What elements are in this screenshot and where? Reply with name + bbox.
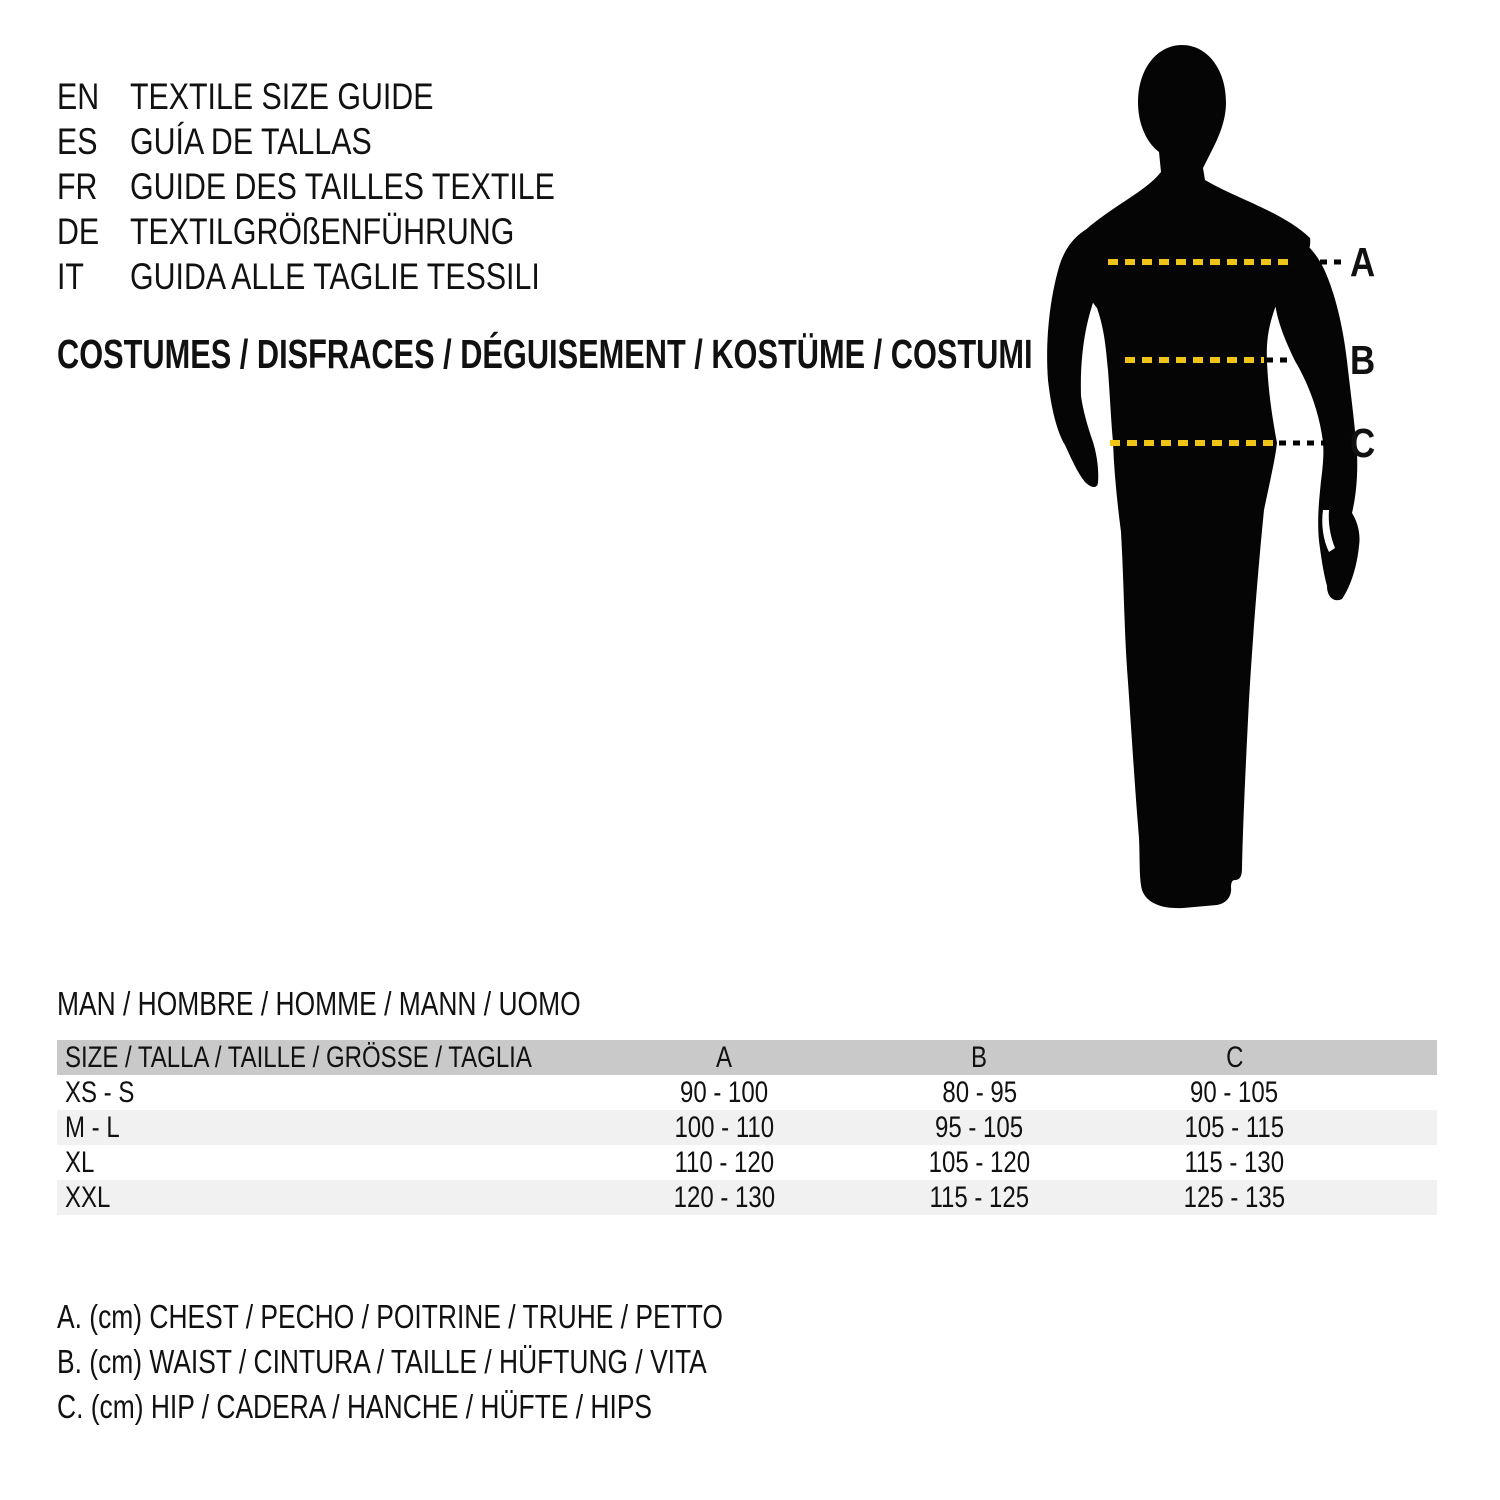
language-code: DE [57,210,100,252]
value-text: 110 - 120 [674,1145,775,1179]
language-row [57,254,648,299]
legend-chest-text: A. (cm) CHEST / PECHO / POITRINE / TRUHE / PETTO [57,1297,723,1335]
size-cell-text: XXL [65,1180,111,1214]
legend-waist-text: B. (cm) WAIST / CINTURA / TAILLE / HÜFTUNG / VITA [57,1342,707,1380]
value-text: 115 - 125 [929,1180,1030,1214]
value-text: 105 - 115 [1184,1110,1285,1144]
size-cell [57,1075,597,1110]
language-title: GUÍA DE TALLAS [130,120,372,162]
row-spacer-cell [1362,1180,1437,1215]
row-spacer-cell [1362,1075,1437,1110]
size-row-xl [57,1145,1437,1180]
language-title: TEXTILGRÖßENFÜHRUNG [130,210,515,252]
value-text: 105 - 120 [928,1145,1031,1179]
legend-hip [57,1384,889,1429]
size-cell [57,1110,597,1145]
category-title-text: COSTUMES / DISFRACES / DÉGUISEMENT / KOSTÜME / COSTUMI [57,331,1033,377]
measurement-legend [57,1294,889,1429]
value-cell-a [597,1075,852,1110]
marker-a-label [1350,240,1380,284]
silhouette-torso [1075,45,1310,908]
value-text: 90 - 100 [680,1075,769,1109]
silhouette-left-arm [1047,224,1107,487]
size-cell-text: XS - S [65,1075,135,1109]
column-c-text: C [1225,1040,1244,1074]
language-title: GUIDA ALLE TAGLIE TESSILI [130,255,540,297]
language-code: EN [57,75,100,117]
row-spacer-cell [1362,1145,1437,1180]
value-cell-b [852,1180,1107,1215]
value-text: 115 - 130 [1184,1145,1285,1179]
legend-hip-text: C. (cm) HIP / CADERA / HANCHE / HÜFTE / HIPS [57,1387,653,1425]
header-spacer-cell [1362,1040,1437,1075]
man-silhouette [1035,40,1375,930]
marker-b-label [1350,338,1380,382]
value-cell-b [852,1075,1107,1110]
column-c-header [1107,1040,1362,1075]
value-cell-c [1107,1145,1362,1180]
language-title: TEXTILE SIZE GUIDE [130,75,434,117]
size-row-m-l [57,1110,1437,1145]
marker-c-label [1350,421,1380,465]
value-cell-b [852,1145,1107,1180]
language-row [57,119,648,164]
column-b-header [852,1040,1107,1075]
size-header-cell [57,1040,597,1075]
language-list [57,74,648,299]
legend-waist [57,1339,889,1384]
value-text: 80 - 95 [942,1075,1017,1109]
silhouette-right-arm [1273,224,1360,600]
value-text: 95 - 105 [935,1110,1024,1144]
language-row [57,164,648,209]
column-b-text: B [971,1040,988,1074]
marker-a-text: A [1350,239,1376,285]
size-cell [57,1180,597,1215]
size-cell [57,1145,597,1180]
gender-section-title [57,984,712,1024]
size-table-header-row [57,1040,1437,1075]
value-cell-c [1107,1075,1362,1110]
value-cell-c [1107,1180,1362,1215]
size-table [57,1040,1437,1215]
size-header-text: SIZE / TALLA / TAILLE / GRÖSSE / TAGLIA [65,1040,532,1074]
language-code: IT [57,255,84,297]
value-cell-a [597,1110,852,1145]
marker-b-text: B [1350,337,1376,383]
value-text: 100 - 110 [674,1110,775,1144]
language-row [57,74,648,119]
size-row-xs-s [57,1075,1437,1110]
value-cell-a [597,1180,852,1215]
marker-c-text: C [1350,420,1376,466]
value-text: 125 - 135 [1183,1180,1286,1214]
value-text: 120 - 130 [673,1180,776,1214]
value-cell-c [1107,1110,1362,1145]
value-text: 90 - 105 [1190,1075,1279,1109]
value-cell-b [852,1110,1107,1145]
row-spacer-cell [1362,1110,1437,1145]
size-cell-text: M - L [65,1110,120,1144]
value-cell-a [597,1145,852,1180]
language-row [57,209,648,254]
language-code: FR [57,165,98,207]
language-title: GUIDE DES TAILLES TEXTILE [130,165,555,207]
column-a-header [597,1040,852,1075]
size-row-xxl [57,1180,1437,1215]
language-code: ES [57,120,98,162]
size-cell-text: XL [65,1145,95,1179]
column-a-text: A [716,1040,733,1074]
gender-section-title-text: MAN / HOMBRE / HOMME / MANN / UOMO [57,985,581,1022]
legend-chest [57,1294,889,1339]
